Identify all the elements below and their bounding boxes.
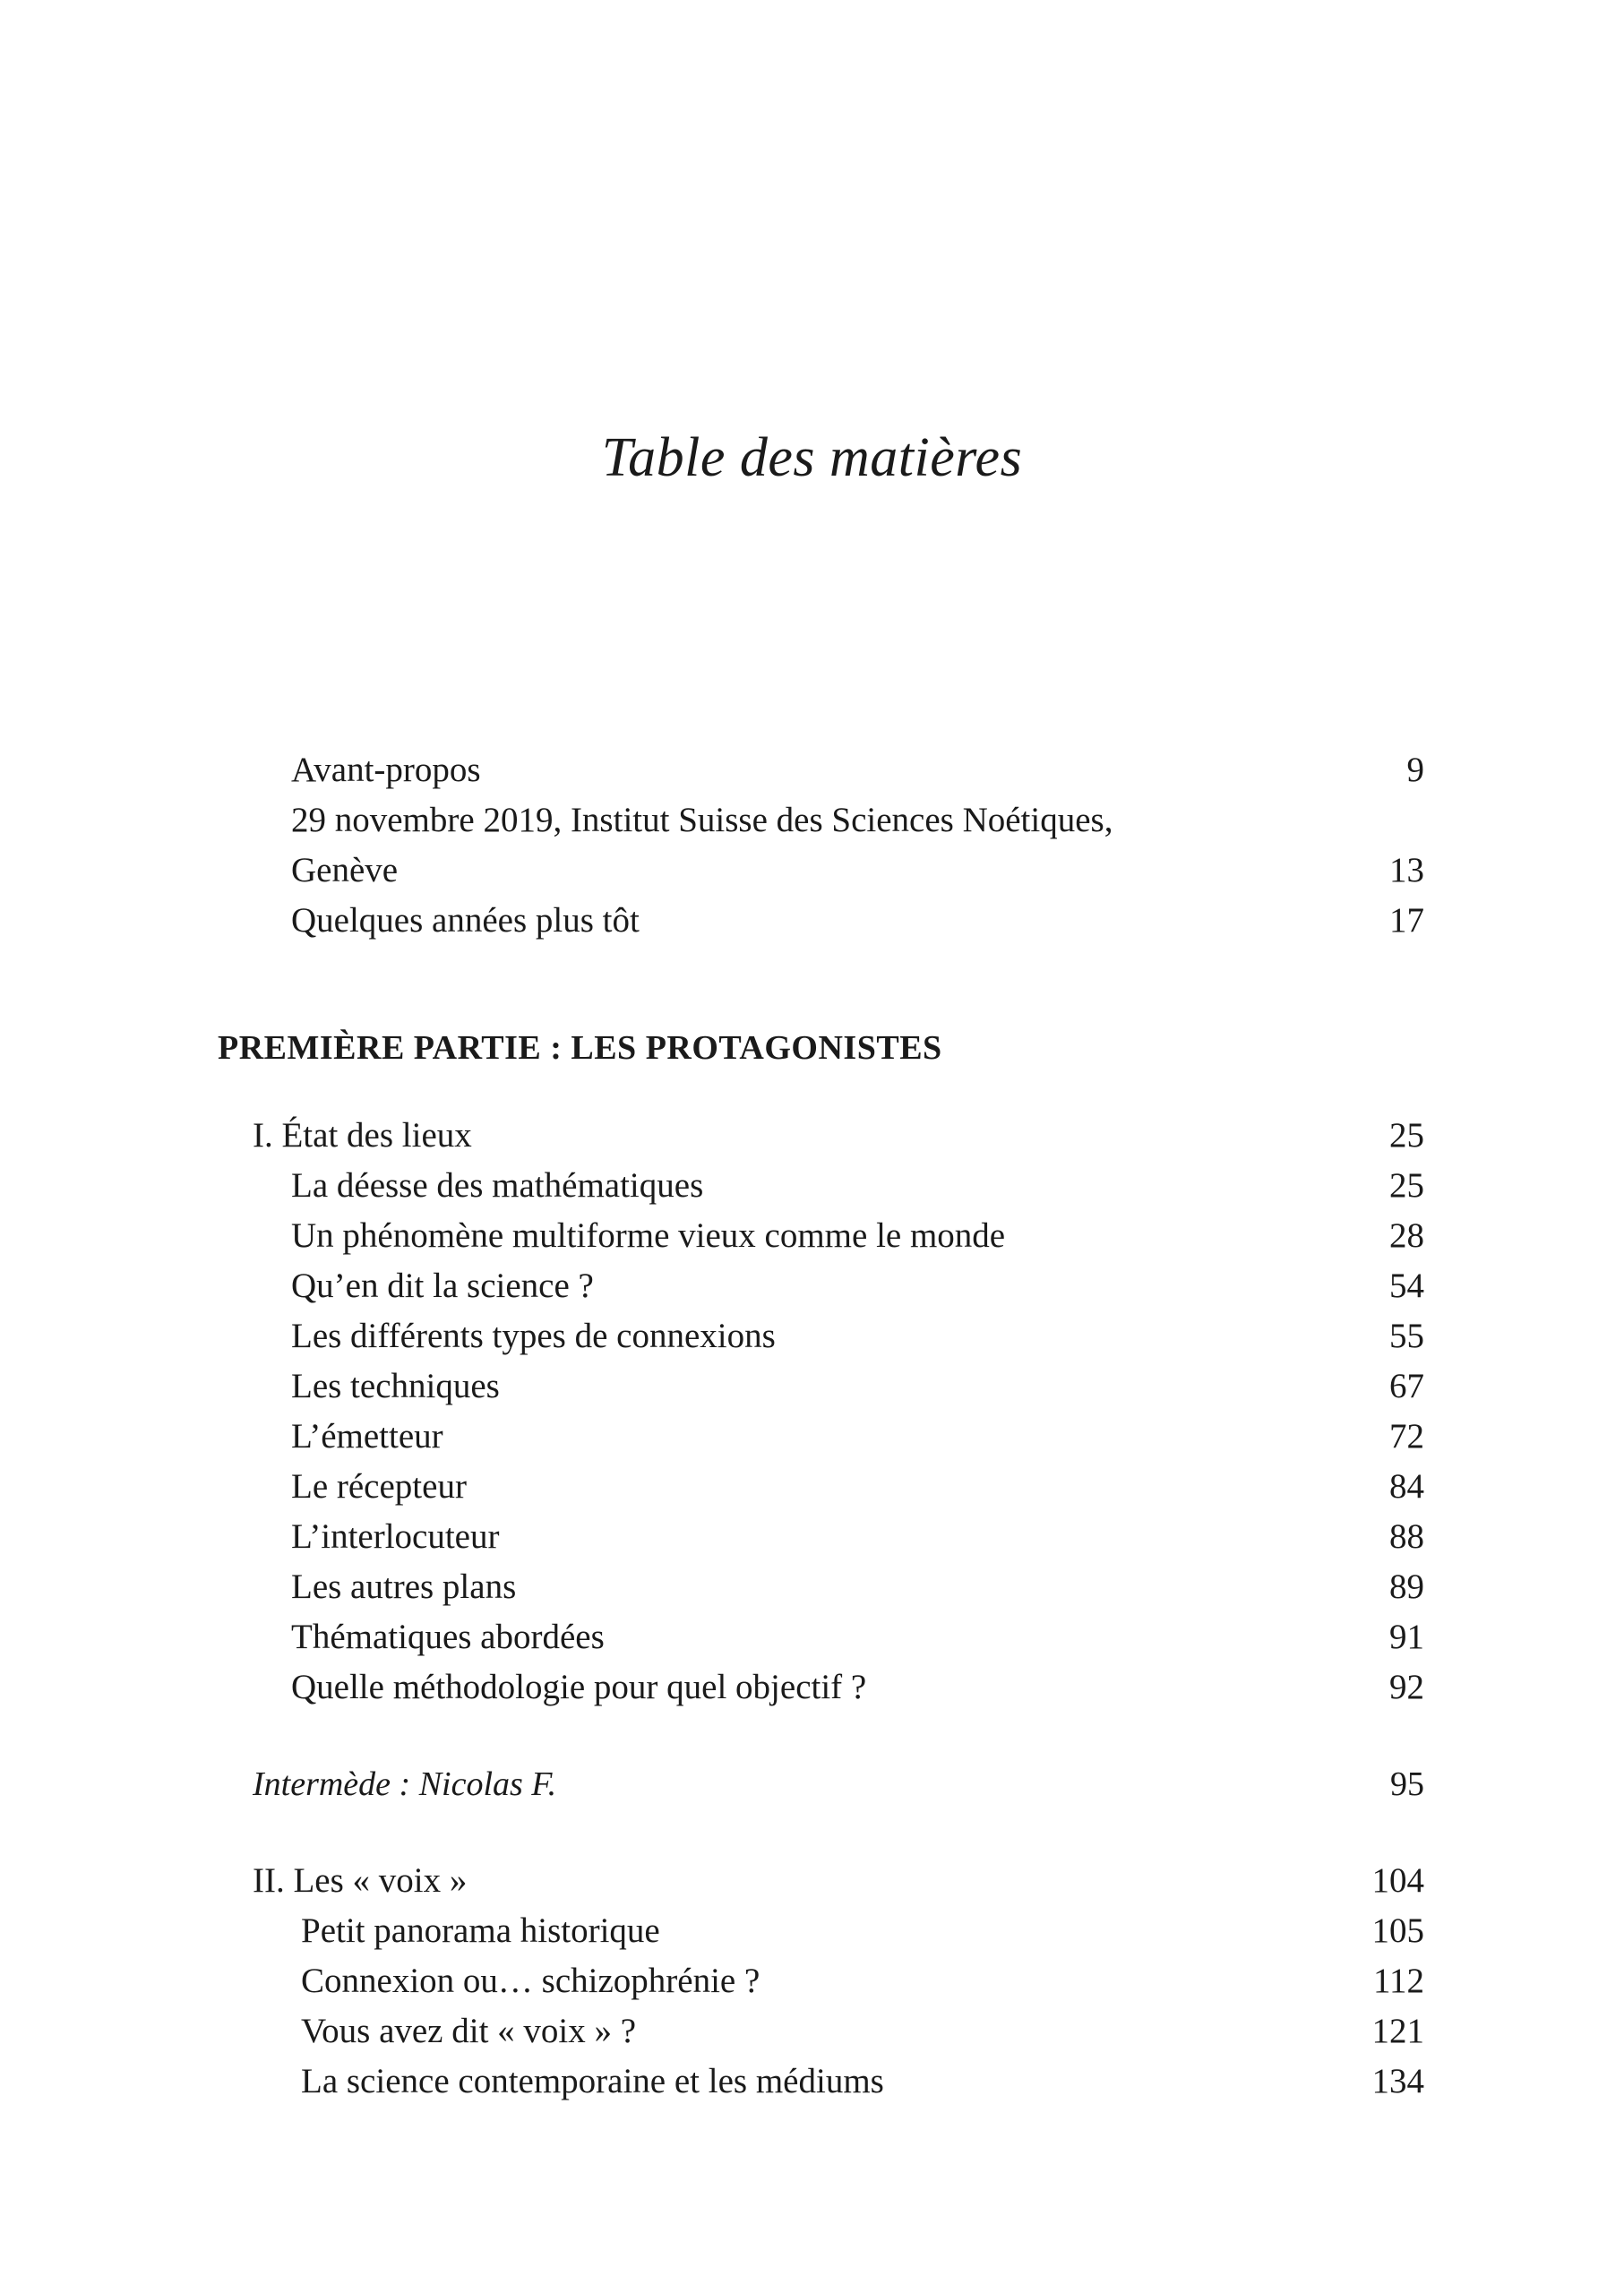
toc-section-label: Les techniques — [291, 1367, 500, 1405]
toc-entry-page: 13 — [1389, 851, 1424, 889]
toc-section-label: La science contemporaine et les médiums — [301, 2062, 884, 2100]
toc-section-page: 88 — [1389, 1517, 1424, 1556]
toc-entry-page: 9 — [1406, 751, 1424, 789]
toc-entry-institut — [291, 795, 1424, 846]
toc-entry-avant-propos — [291, 745, 1424, 795]
toc-section-page: 91 — [1389, 1618, 1424, 1656]
toc-section — [291, 1161, 1424, 1211]
toc-section-page: 28 — [1389, 1216, 1424, 1255]
toc-chapter-one — [253, 1111, 1424, 1161]
toc-section-page: 55 — [1389, 1317, 1424, 1355]
toc-section-label: Thématiques abordées — [291, 1618, 605, 1656]
toc-chapter-label: II. Les « voix » — [253, 1861, 468, 1900]
toc-section-label: Quelle méthodologie pour quel objectif ? — [291, 1668, 867, 1706]
toc-entry-label: Quelques années plus tôt — [291, 901, 640, 940]
toc-section — [301, 1956, 1424, 2006]
toc-section — [291, 1361, 1424, 1412]
toc-section — [291, 1211, 1424, 1261]
toc-interlude-label: Intermède : Nicolas F. — [253, 1765, 557, 1803]
toc-section-page: 105 — [1371, 1911, 1424, 1950]
toc-section-page: 54 — [1389, 1267, 1424, 1305]
toc-entry-label: 29 novembre 2019, Institut Suisse des Sciences Noétiques, — [291, 801, 1113, 839]
toc-section — [291, 1261, 1424, 1311]
toc-section-page: 84 — [1389, 1467, 1424, 1506]
toc-section-page: 67 — [1389, 1367, 1424, 1405]
toc-chapter-label: I. État des lieux — [253, 1116, 472, 1155]
page-title: Table des matières — [601, 427, 1023, 488]
toc-section-label: Vous avez dit « voix » ? — [301, 2012, 637, 2050]
toc-section — [301, 2006, 1424, 2057]
toc-section — [301, 1906, 1424, 1956]
toc-chapter-page: 104 — [1371, 1861, 1424, 1900]
part-heading: PREMIÈRE PARTIE : LES PROTAGONISTES — [218, 1029, 942, 1067]
toc-section — [291, 1311, 1424, 1361]
toc-entry-label: Avant-propos — [291, 751, 481, 789]
toc-entry-label: Genève — [291, 851, 399, 889]
toc-section-page: 25 — [1389, 1166, 1424, 1205]
toc-section — [291, 1462, 1424, 1512]
toc-section — [291, 1612, 1424, 1662]
toc-section-label: Les autres plans — [291, 1567, 517, 1606]
toc-interlude-page: 95 — [1390, 1765, 1424, 1803]
toc-section-page: 89 — [1389, 1567, 1424, 1606]
toc-section — [291, 1512, 1424, 1562]
toc-section-label: Un phénomène multiforme vieux comme le monde — [291, 1216, 1006, 1255]
toc-section — [291, 1662, 1424, 1713]
toc-section-label: Petit panorama historique — [301, 1911, 660, 1950]
toc-interlude — [253, 1759, 1424, 1809]
toc-section-label: L’interlocuteur — [291, 1517, 500, 1556]
toc-section-label: La déesse des mathématiques — [291, 1166, 704, 1205]
toc-entry-quelques-annees — [291, 896, 1424, 946]
toc-section-page: 92 — [1389, 1668, 1424, 1706]
toc-chapter-two — [253, 1856, 1424, 1906]
toc-section — [301, 2057, 1424, 2107]
toc-section-page: 112 — [1372, 1962, 1424, 2000]
toc-section-label: Connexion ou… schizophrénie ? — [301, 1962, 760, 2000]
toc-entry-page: 17 — [1389, 901, 1424, 940]
toc-entry-geneve — [291, 846, 1424, 896]
toc-section-label: Les différents types de connexions — [291, 1317, 776, 1355]
toc-section-label: Le récepteur — [291, 1467, 467, 1506]
toc-chapter-page: 25 — [1389, 1116, 1424, 1155]
toc-section — [291, 1412, 1424, 1462]
toc-section-label: Qu’en dit la science ? — [291, 1267, 594, 1305]
toc-section-page: 72 — [1389, 1417, 1424, 1456]
toc-section-page: 121 — [1371, 2012, 1424, 2050]
toc-section-page: 134 — [1371, 2062, 1424, 2100]
toc-section-label: L’émetteur — [291, 1417, 443, 1456]
toc-section — [291, 1562, 1424, 1612]
